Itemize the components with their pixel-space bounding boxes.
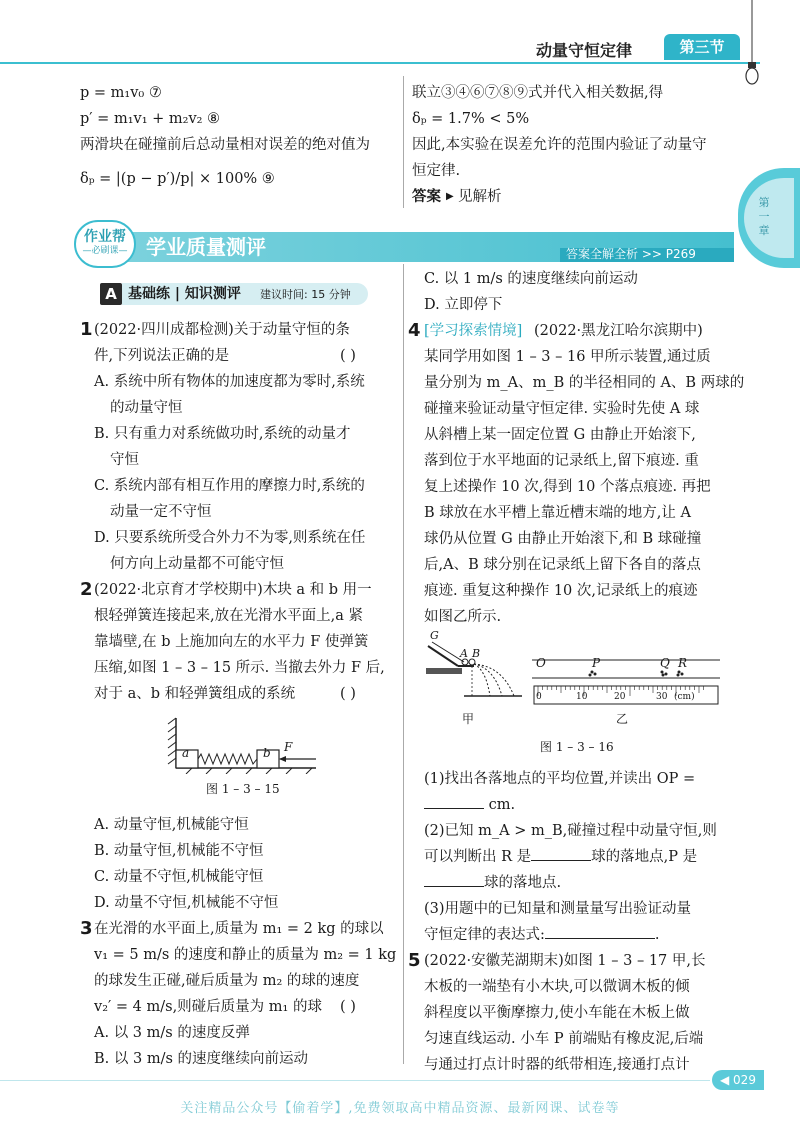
conclusion-line-2: 恒定律. [412,163,461,179]
answer-label: 答案 [412,189,441,205]
question-2-line-1: (2022·北京育才学校期中)木块 a 和 b 用一 [94,582,372,598]
page-number-value: 029 [733,1073,756,1087]
point-r-label: R [678,656,688,670]
question-4-sub-3-b: 守恒定律的表达式: [424,927,545,943]
question-2-option-b: B. 动量守恒,机械能不守恒 [94,843,264,859]
question-4-line-10: 后,A、B 球分别在记录纸上留下各自的落点 [424,557,701,573]
question-2-number: 2 [80,579,93,600]
question-4-line-12: 如图乙所示. [424,609,502,625]
section-a-badge: A [100,283,122,305]
footer-rule [0,1080,710,1081]
answer-blank-op[interactable] [424,795,484,809]
question-4-line-7: 复上述操作 10 次,得到 10 个落点痕迹. 再把 [424,479,711,495]
question-3-number: 3 [80,918,93,939]
question-4-line-2: 某同学用如图 1 – 3 – 16 甲所示装置,通过质 [424,349,711,365]
question-4-sub-2-a: (2)已知 m_A > m_B,碰撞过程中动量守恒,则 [424,823,717,839]
question-5-line-5: 与通过打点计时器的纸带相连,接通打点计 [424,1057,690,1073]
brand-logo-main: 作业帮 [84,229,126,245]
question-4-line-5: 从斜槽上某一固定位置 G 由静止开始滚下, [424,427,696,443]
equation-9: δₚ = |(p − p′)/p| × 100% ⑨ [80,171,275,187]
question-1-number: 1 [80,319,93,340]
question-5-line-2: 木板的一端垫有小木块,可以微调木板的倾 [424,979,690,995]
question-3-option-a: A. 以 3 m/s 的速度反弹 [94,1025,250,1041]
footer-promo: 关注精品公众号【偷着学】,免费领取高中精品资源、最新网课、试卷等 [180,1101,620,1116]
answer-reference: 答案全解全析 >> P269 [566,247,696,261]
question-4-tag: [学习探索情境] [424,323,523,339]
question-4-sub-2-line2[interactable] [424,870,561,896]
question-1-option-a-2: 的动量守恒 [110,400,183,416]
ruler-tick-20: 20 [614,692,626,702]
point-p-label: P [592,656,601,670]
question-1-stem-1: (2022·四川成都检测)关于动量守恒的条 [94,322,350,338]
question-2-line-3: 靠墙壁,在 b 上施加向左的水平力 F 使弹簧 [94,634,369,650]
page-number: ◀ 029 [712,1070,764,1090]
banner-title: 学业质量测评 [146,235,266,259]
block-b-label: b [263,746,271,760]
question-4-line-6: 落到位于水平地面的记录纸上,留下痕迹. 重 [424,453,699,469]
header-section: 第三节 [664,34,740,60]
question-3-answer-paren: ( ) [340,999,356,1015]
question-4-sub-2-c: 球的落地点,P 是 [591,849,698,865]
equation-7: p = m₁v₀ ⑦ [80,85,162,101]
chute-apparatus-diagram [424,634,524,714]
question-3-option-d: D. 立即停下 [424,297,503,313]
answer-text: 见解析 [458,189,502,205]
question-5-line-3: 斜程度以平衡摩擦力,使小车能在木板上做 [424,1005,690,1021]
question-3-line-1: 在光滑的水平面上,质量为 m₁ = 2 kg 的球以 [94,921,384,937]
question-3-line-4: v₂′ = 4 m/s,则碰后质量为 m₁ 的球 [94,999,322,1015]
question-4-sub-3-a: (3)用题中的已知量和测量量写出验证动量 [424,901,692,917]
section-a-label: 基础练 | 知识测评 [128,286,241,302]
ruler-tick-0: 0 [536,692,542,702]
triangle-icon: ▶ [446,191,454,202]
figure-1-3-15-caption: 图 1 – 3 – 15 [206,782,280,796]
point-g-label: G [430,629,439,642]
header-title: 动量守恒定律 [536,41,633,60]
question-5-line-1: (2022·安徽芜湖期末)如图 1 – 3 – 17 甲,长 [424,953,706,969]
question-5-number: 5 [408,950,421,971]
question-1-option-d-1: D. 只要系统所受合外力不为零,则系统在任 [94,530,366,546]
question-4-sub-3-line[interactable]: 守恒定律的表达式: . [424,927,660,943]
point-o-label: O [536,656,546,670]
question-5-line-4: 匀速直线运动. 小车 P 前端贴有橡皮泥,后端 [424,1031,704,1047]
figure-jia-label: 甲 [462,712,475,726]
question-1-option-b-2: 守恒 [110,452,139,468]
question-4-sub-2-line[interactable] [424,844,697,870]
ball-b-label: B [472,647,481,660]
question-1-option-c-1: C. 系统内部有相互作用的摩擦力时,系统的 [94,478,365,494]
ruler-tick-10: 10 [576,692,588,702]
question-4-line-8: B 球放在水平槽上靠近槽末端的地方,让 A [424,505,691,521]
question-2-option-a: A. 动量守恒,机械能守恒 [94,817,249,833]
question-4-line-1: (2022·黑龙江哈尔滨期中) [534,323,703,339]
figure-yi-label: 乙 [616,712,629,726]
question-4-line-4: 碰撞来验证动量守恒定律. 实验时先使 A 球 [424,401,700,417]
point-q-label: Q [660,656,670,670]
answer-blank-expression[interactable] [545,925,655,939]
column-divider-main [403,264,404,1064]
brand-logo [74,220,136,268]
question-4-line-11: 痕迹. 重复这种操作 10 次,记录纸上的痕迹 [424,583,698,599]
record-paper-ruler-diagram [532,656,722,712]
relative-error-text: 两滑块在碰撞前后总动量相对误差的绝对值为 [80,137,370,153]
question-3-option-c: C. 以 1 m/s 的速度继续向前运动 [424,271,638,287]
question-2-answer-paren: ( ) [340,686,356,702]
ruler-tick-30: 30 [656,692,668,702]
question-2-line-4: 压缩,如图 1 – 3 – 15 所示. 当撤去外力 F 后, [94,660,385,676]
ball-a-label: A [460,647,468,660]
question-4-sub-2-d: 球的落地点. [484,875,562,891]
combine-line: 联立③④⑥⑦⑧⑨式并代入相关数据,得 [412,85,664,101]
question-3-line-2: v₁ = 5 m/s 的速度和静止的质量为 m₂ = 1 kg [94,947,397,963]
question-3-line-3: 的球发生正碰,碰后质量为 m₂ 的球的速度 [94,973,360,989]
ruler-unit: (cm) [674,692,695,702]
question-1-option-d-2: 何方向上动量都不可能守恒 [110,556,284,572]
question-3-option-b: B. 以 3 m/s 的速度继续向前运动 [94,1051,309,1067]
question-1-option-c-2: 动量一定不守恒 [110,504,212,520]
lightbulb-icon [744,0,760,86]
conclusion-line-1: 因此,本实验在误差允许的范围内验证了动量守 [412,137,707,153]
figure-1-3-16-caption: 图 1 – 3 – 16 [540,740,614,754]
section-a-time: 建议时间: 15 分钟 [260,288,351,301]
question-1-option-b-1: B. 只有重力对系统做功时,系统的动量才 [94,426,351,442]
question-4-line-9: 球仍从位置 G 由静止开始滚下,和 B 球碰撞 [424,531,702,547]
block-a-label: a [182,746,190,760]
question-4-line-3: 量分别为 m_A、m_B 的半径相同的 A、B 两球的 [424,375,745,391]
question-1-option-a-1: A. 系统中所有物体的加速度都为零时,系统 [94,374,365,390]
question-1-stem-2: 件,下列说法正确的是 [94,348,230,364]
result-line: δₚ = 1.7% < 5% [412,111,530,127]
force-label: F [284,740,293,754]
question-2-line-2: 根轻弹簧连接起来,放在光滑水平面上,a 紧 [94,608,363,624]
spring-block-diagram [166,716,320,774]
spring [198,754,257,764]
question-4-sub-1-a: (1)找出各落地点的平均位置,并读出 OP = [424,771,696,787]
answer-blank-p[interactable] [424,873,484,887]
question-2-option-c: C. 动量不守恒,机械能守恒 [94,869,264,885]
header-rule [0,62,760,64]
answer-blank-r[interactable] [531,847,591,861]
equation-8: p′ = m₁v₁ + m₂v₂ ⑧ [80,111,221,127]
chapter-tab-label: 第一章 [758,196,770,237]
question-1-answer-paren: ( ) [340,348,356,364]
question-2-option-d: D. 动量不守恒,机械能不守恒 [94,895,279,911]
question-4-sub-2-b: 可以判断出 R 是 [424,849,532,865]
question-4-number: 4 [408,320,421,341]
question-4-sub-1-b: cm. [488,797,516,813]
brand-logo-sub: —必刷课— [82,246,128,256]
question-4-sub-1-line[interactable] [424,792,515,818]
question-2-line-5: 对于 a、b 和轻弹簧组成的系统 [94,686,296,702]
column-divider-top [403,76,404,208]
